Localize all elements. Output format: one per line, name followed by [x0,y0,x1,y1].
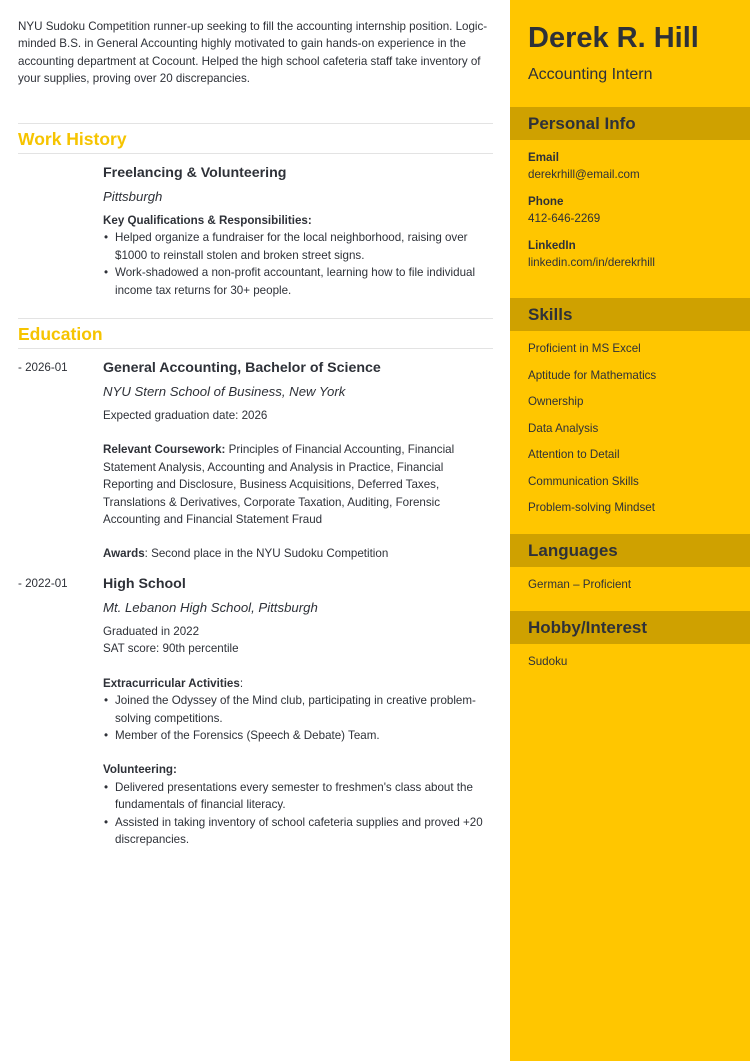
school-location: Mt. Lebanon High School, Pittsburgh [103,600,318,615]
candidate-role: Accounting Intern [528,66,653,83]
list-item: • Member of the Forensics (Speech & Debate) Team. [103,727,495,744]
phone-value: 412-646-2269 [528,212,601,225]
skill-item: Data Analysis [528,422,599,435]
edu-date-1: - 2026-01 [18,361,68,374]
phone-label: Phone [528,195,564,208]
graduation-note: Expected graduation date: 2026 [103,409,268,422]
skills-heading [510,298,750,331]
skill-item: Attention to Detail [528,448,620,461]
edu-entry-1 [103,359,495,563]
degree-title: General Accounting, Bachelor of Science [103,360,381,376]
list-item: • Helped organize a fundraiser for the local neighborhood, raising over $1000 to reinstall stolen and broken street signs. [103,229,495,264]
email-link[interactable]: derekrhill@email.com [528,168,640,181]
work-history-title: Work History [18,129,127,149]
extracurricular-colon: : [239,676,244,690]
awards [103,545,495,562]
coursework-text: Principles of Financial Accounting, Financial Statement Analysis, Accounting and Analysis in Practice, Financial Reporting and Disclosure, Business Acquisitions, Deferred Taxes, Translations & Derivatives, Corporate Taxation, Auditing, Forensic Accounting and Financial Statement Fraud [103,443,455,527]
list-item: • Delivered presentations every semester to freshmen's class about the fundamentals of financial literacy. [103,779,495,814]
hobby-title: Hobby/Interest [528,618,648,637]
graduated-line: Graduated in 2022 [103,625,200,638]
hobby-heading [510,611,750,644]
skill-item: Ownership [528,395,584,408]
work-bullets [103,229,495,299]
awards-text: : Second place in the NYU Sudoku Competition [144,547,389,561]
edu-date-2: - 2022-01 [18,577,68,590]
personal-info-heading [510,107,750,140]
linkedin-label: LinkedIn [528,239,576,252]
awards-label: Awards [103,547,145,561]
linkedin-link[interactable]: linkedin.com/in/derekrhill [528,256,655,269]
language-item: German – Proficient [528,578,632,591]
volunteering-label: Volunteering: [103,763,177,777]
sidebar [510,0,750,1061]
work-location: Pittsburgh [103,189,163,204]
skill-item: Proficient in MS Excel [528,342,641,355]
list-item: • Assisted in taking inventory of school cafeteria supplies and proved +20 discrepancies. [103,814,495,849]
hobby-item: Sudoku [528,655,568,668]
email-label: Email [528,151,559,164]
work-entry [103,164,495,299]
school-title: High School [103,576,186,592]
school-name: NYU Stern School of Business, New York [103,384,346,399]
edu-entry-2 [103,575,495,848]
skill-item: Aptitude for Mathematics [528,369,657,382]
work-qual-label: Key Qualifications & Responsibilities: [103,214,312,227]
list-item: • Joined the Odyssey of the Mind club, participating in creative problem-solving competitions. [103,692,495,727]
personal-info-title: Personal Info [528,114,636,133]
summary-text: NYU Sudoku Competition runner-up seeking to fill the accounting internship position. Logic-minded B.S. in General Accounting highly motivated to gain hands-on experience in the accounting department at Cocount. Helped the high school cafeteria staff take inventory of your supplies, proving over 20 discrepancies. [18,20,488,86]
sat-line: SAT score: 90th percentile [103,642,239,656]
work-history-heading [18,123,493,154]
list-item: • Work-shadowed a non-profit accountant, learning how to file individual income tax returns for 30+ people. [103,264,495,299]
candidate-name: Derek R. Hill [528,22,699,54]
education-title: Education [18,324,103,344]
education-heading [18,318,493,349]
work-title: Freelancing & Volunteering [103,165,287,181]
extracurricular-heading [103,675,495,692]
coursework [103,441,495,528]
extracurricular-label: Extracurricular Activities [103,676,240,690]
skills-title: Skills [528,305,573,324]
languages-title: Languages [528,541,618,560]
skill-item: Problem-solving Mindset [528,501,655,514]
skill-item: Communication Skills [528,475,639,488]
languages-heading [510,534,750,567]
volunteering-list [103,779,495,849]
extracurricular-list [103,692,495,744]
coursework-label: Relevant Coursework: [103,443,226,457]
